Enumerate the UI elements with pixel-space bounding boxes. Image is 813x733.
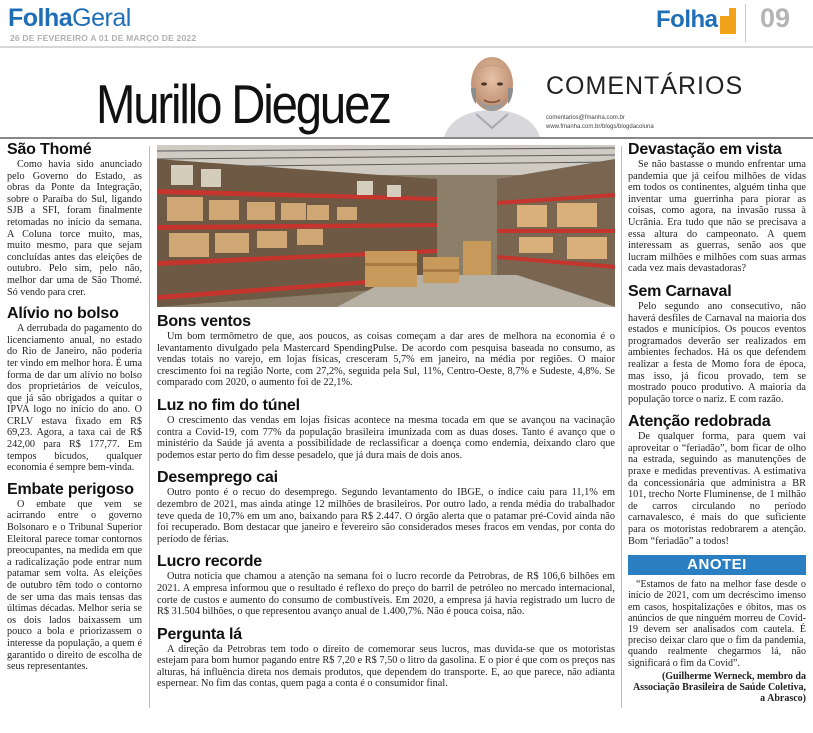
story-headline: Sem Carnaval: [628, 282, 732, 300]
header-divider: [745, 4, 746, 42]
story-atencao-redobrada: [628, 413, 806, 547]
story-headline: Desemprego cai: [157, 469, 278, 487]
story-headline: Lucro recorde: [157, 553, 262, 571]
story-embate-perigoso: [7, 481, 142, 673]
anotei-quote: “Estamos de fato na melhor fase desde o início de 2021, com um decréscimo imenso em casos, hospitalizações e óbitos, mas os anúncios de que ninguém morreu de Covid-19 devem ser analisados com cautela. É preciso deixar claro que o fim da pandemia, quando realmente chegarmos lá, não significará o fim da Covid”.: [628, 579, 806, 669]
story-body: O crescimento das vendas em lojas físicas acontece na mesma tocada em que se avançou na vacinação contra a Covid-19, com 77% da população brasileira imunizada com as duas doses. Tanto é avanço que o ministério da Saúde já aventa a possibilidade de reclassificar a doença como endemia, deixando claro que podemos estar perto do fim desse pesadelo, que já dura mais de dois anos.: [157, 414, 615, 461]
header-rule: [0, 46, 813, 48]
story-body: Um bom termômetro de que, aos poucos, as coisas começam a dar ares de melhora na economia é o levantamento divulgado pela Mastercard SpendingPulse. De acordo com pesquisa baseada no consumo, as vendas totais no varejo, em lojas físicas, cresceram 5,7% em janeiro, na média por regiões. O maior crescimento foi na região Norte, com 27,2%, seguida pela Sul, 11%, Centro-Oeste, 8,7% e Sudeste, 4,8%. Se comparado com 2020, o aumento foi de 22,1%.: [157, 331, 615, 389]
anotei-credit: (Guilherme Werneck, membro da Associação Brasileira de Saúde Coletiva, a Abrasco): [632, 670, 806, 705]
edition-date: 26 DE FEVEREIRO A 01 DE MARÇO DE 2022: [10, 33, 197, 43]
story-headline: São Thomé: [7, 141, 92, 158]
page-header: [0, 0, 813, 48]
story-headline: Pergunta lá: [157, 625, 242, 643]
folha-logo-text: Folha: [656, 6, 718, 33]
story-lucro-recorde: [157, 553, 615, 617]
story-body: A direção da Petrobras tem todo o direito de comemorar seus lucros, mas duvida-se que os motoristas estejam para bom humor pagando entre R$ 7,20 e R$ 7,50 o litro da gasolina. E o pior é que com os preços nas alturas, há influência direta nos demais produtos, que dependem do transporte. E, ao que parece, não adianta espernear. No fim das contas, quem paga a conta é o consumidor final.: [157, 643, 615, 690]
brand-logo[interactable]: [8, 4, 131, 32]
brand-bold: Folha: [8, 4, 73, 32]
story-desemprego-cai: [157, 469, 615, 545]
story-pergunta-la: [157, 626, 615, 690]
section-title: COMENTÁRIOS: [546, 72, 744, 100]
story-luz-no-fim-do-tunel: [157, 397, 615, 461]
story-body: Se não bastasse o mundo enfrentar uma pandemia que já ceifou milhões de vidas em todos os continentes, alguém tinha que inventar uma guerrinha para piorar as coisas, como agora, na invasão russa à Ucrânia. Era tudo que não se precisava a essa altura do campeonato. A quem interessam as guerras, senão aos que lucram milhões e milhões com suas armas cada vez mais devastadoras?: [628, 159, 806, 275]
column-divider-right: [621, 146, 622, 708]
middle-column: [157, 141, 615, 698]
story-bons-ventos: [157, 313, 615, 389]
story-sem-carnaval: [628, 283, 806, 405]
author-portrait: [440, 48, 544, 137]
story-body: Como havia sido anunciado pelo Governo do Estado, as obras da Ponte da Integração, sobre o Paraíba do Sul, ligando SJB a SFI, foram finalmente retomadas no início da semana. A Coluna torce muito, mas, muito mesmo, para que sejam concluídas antes das eleições de outubro. Pelo sim, pelo não, melhor dar uma de São Thomé. Só vendo para crer.: [7, 159, 142, 298]
page-number: 09: [760, 3, 791, 33]
story-body: O embate que vem se acirrando entre o governo Bolsonaro e o Tribunal Superior Eleitoral parece tomar contornos preocupantes, na medida em que a radicalização pode entrar num patamar sem volta. As eleições de outubro têm todo o contorno de ser uma das mais tensas das últimas décadas. Melhor seria se os dois lados baixassem um pouco a bola e priorizassem o interesse da população, a quem é garantido o direito de escolha de seus representantes.: [7, 498, 142, 673]
story-devastacao-em-vista: [628, 141, 806, 275]
contact-email[interactable]: comentarios@fmanha.com.br: [546, 115, 625, 121]
masthead-rule: [0, 137, 813, 139]
story-body: Outra notícia que chamou a atenção na semana foi o lucro recorde da Petrobras, de R$ 106,6 bilhões em 2021. A empresa informou que o resultado é reflexo do preço do barril de petróleo no mercado internacional, corte de custos e aumento do consumo de combustíveis. Em 2020, a empresa já havia registrado um lucro de R$ 31.504 bilhões, o que representou avanço anual de 1.400,7%. Não é pouca coisa, não.: [157, 571, 615, 618]
anotei-box: [628, 555, 806, 704]
story-headline: Atenção redobrada: [628, 413, 771, 431]
story-headline: Devastação em vista: [628, 141, 782, 158]
contact-info: [546, 114, 654, 132]
story-body: A derrubada do pagamento do licenciamento anual, no estado do Rio de Janeiro, não poderia ter vindo em melhor hora. É uma forma de dar um alívio no bolso dos proprietários de veículos, que já são obrigados a quitar o IPVA logo no início do ano. O CRLV estava fixado em R$ 69,23. Agora, a taxa cai de R$ 242,00 para R$ 177,77. Em tempos bicudos, qualquer economia é sempre bem-vinda.: [7, 323, 142, 474]
story-sao-thome: [7, 141, 142, 298]
story-headline: Bons ventos: [157, 313, 251, 330]
column-divider-left: [149, 146, 150, 708]
story-body: Pelo segundo ano consecutivo, não haverá desfiles de Carnaval na maioria dos estados e municípios. Os poucos eventos programados deverão ser realizados em ambientes fechados. Há os que defendem realizar a festa de Momo fora de época, mas isso, já ficou provado, tem se mostrado pouco produtivo. A maioria da população torce o nariz. E com razão.: [628, 300, 806, 405]
story-alivio-no-bolso: [7, 305, 142, 474]
brand-light: Geral: [72, 4, 131, 32]
anotei-label: ANOTEI: [628, 555, 806, 575]
story-body: Outro ponto é o recuo do desemprego. Segundo levantamento do IBGE, o índice caiu para 11,1% em dezembro de 2021, mas ainda atinge 12 milhões de brasileiros. Por outro lado, a renda média do trabalhador teve queda de 10,7% em um ano, baixando para R$ 2.447. O órgão alerta que o patamar pré-Covid ainda não foi recuperado. Bom destacar que janeiro e fevereiro são considerados meses fracos em vendas, por conta do período de férias.: [157, 487, 615, 545]
folha-one-logo-icon: [720, 8, 736, 34]
story-headline: Alívio no bolso: [7, 305, 119, 323]
column-author-name: Murillo Dieguez: [96, 73, 390, 135]
contact-site[interactable]: www.fmanha.com.br/blogs/blogdacoluna: [546, 124, 654, 130]
right-column: [628, 141, 806, 704]
left-column: [7, 141, 142, 680]
supermarket-shelves-photo: [157, 145, 615, 307]
story-headline: Luz no fim do túnel: [157, 396, 300, 414]
story-body: De qualquer forma, para quem vai aproveitar o “feriadão”, bom ficar de olho na estrada, seguindo as manutenções de praxe e medidas preventivas. A estimativa da concessionária que administra a BR 101, trecho Norte Fluminense, de 1 milhão de carros circulando no período carnavalesco, é mais do que suficiente para os motoristas redobrarem a atenção. Bom “feriadão” a todos!: [628, 431, 806, 547]
story-headline: Embate perigoso: [7, 480, 134, 498]
